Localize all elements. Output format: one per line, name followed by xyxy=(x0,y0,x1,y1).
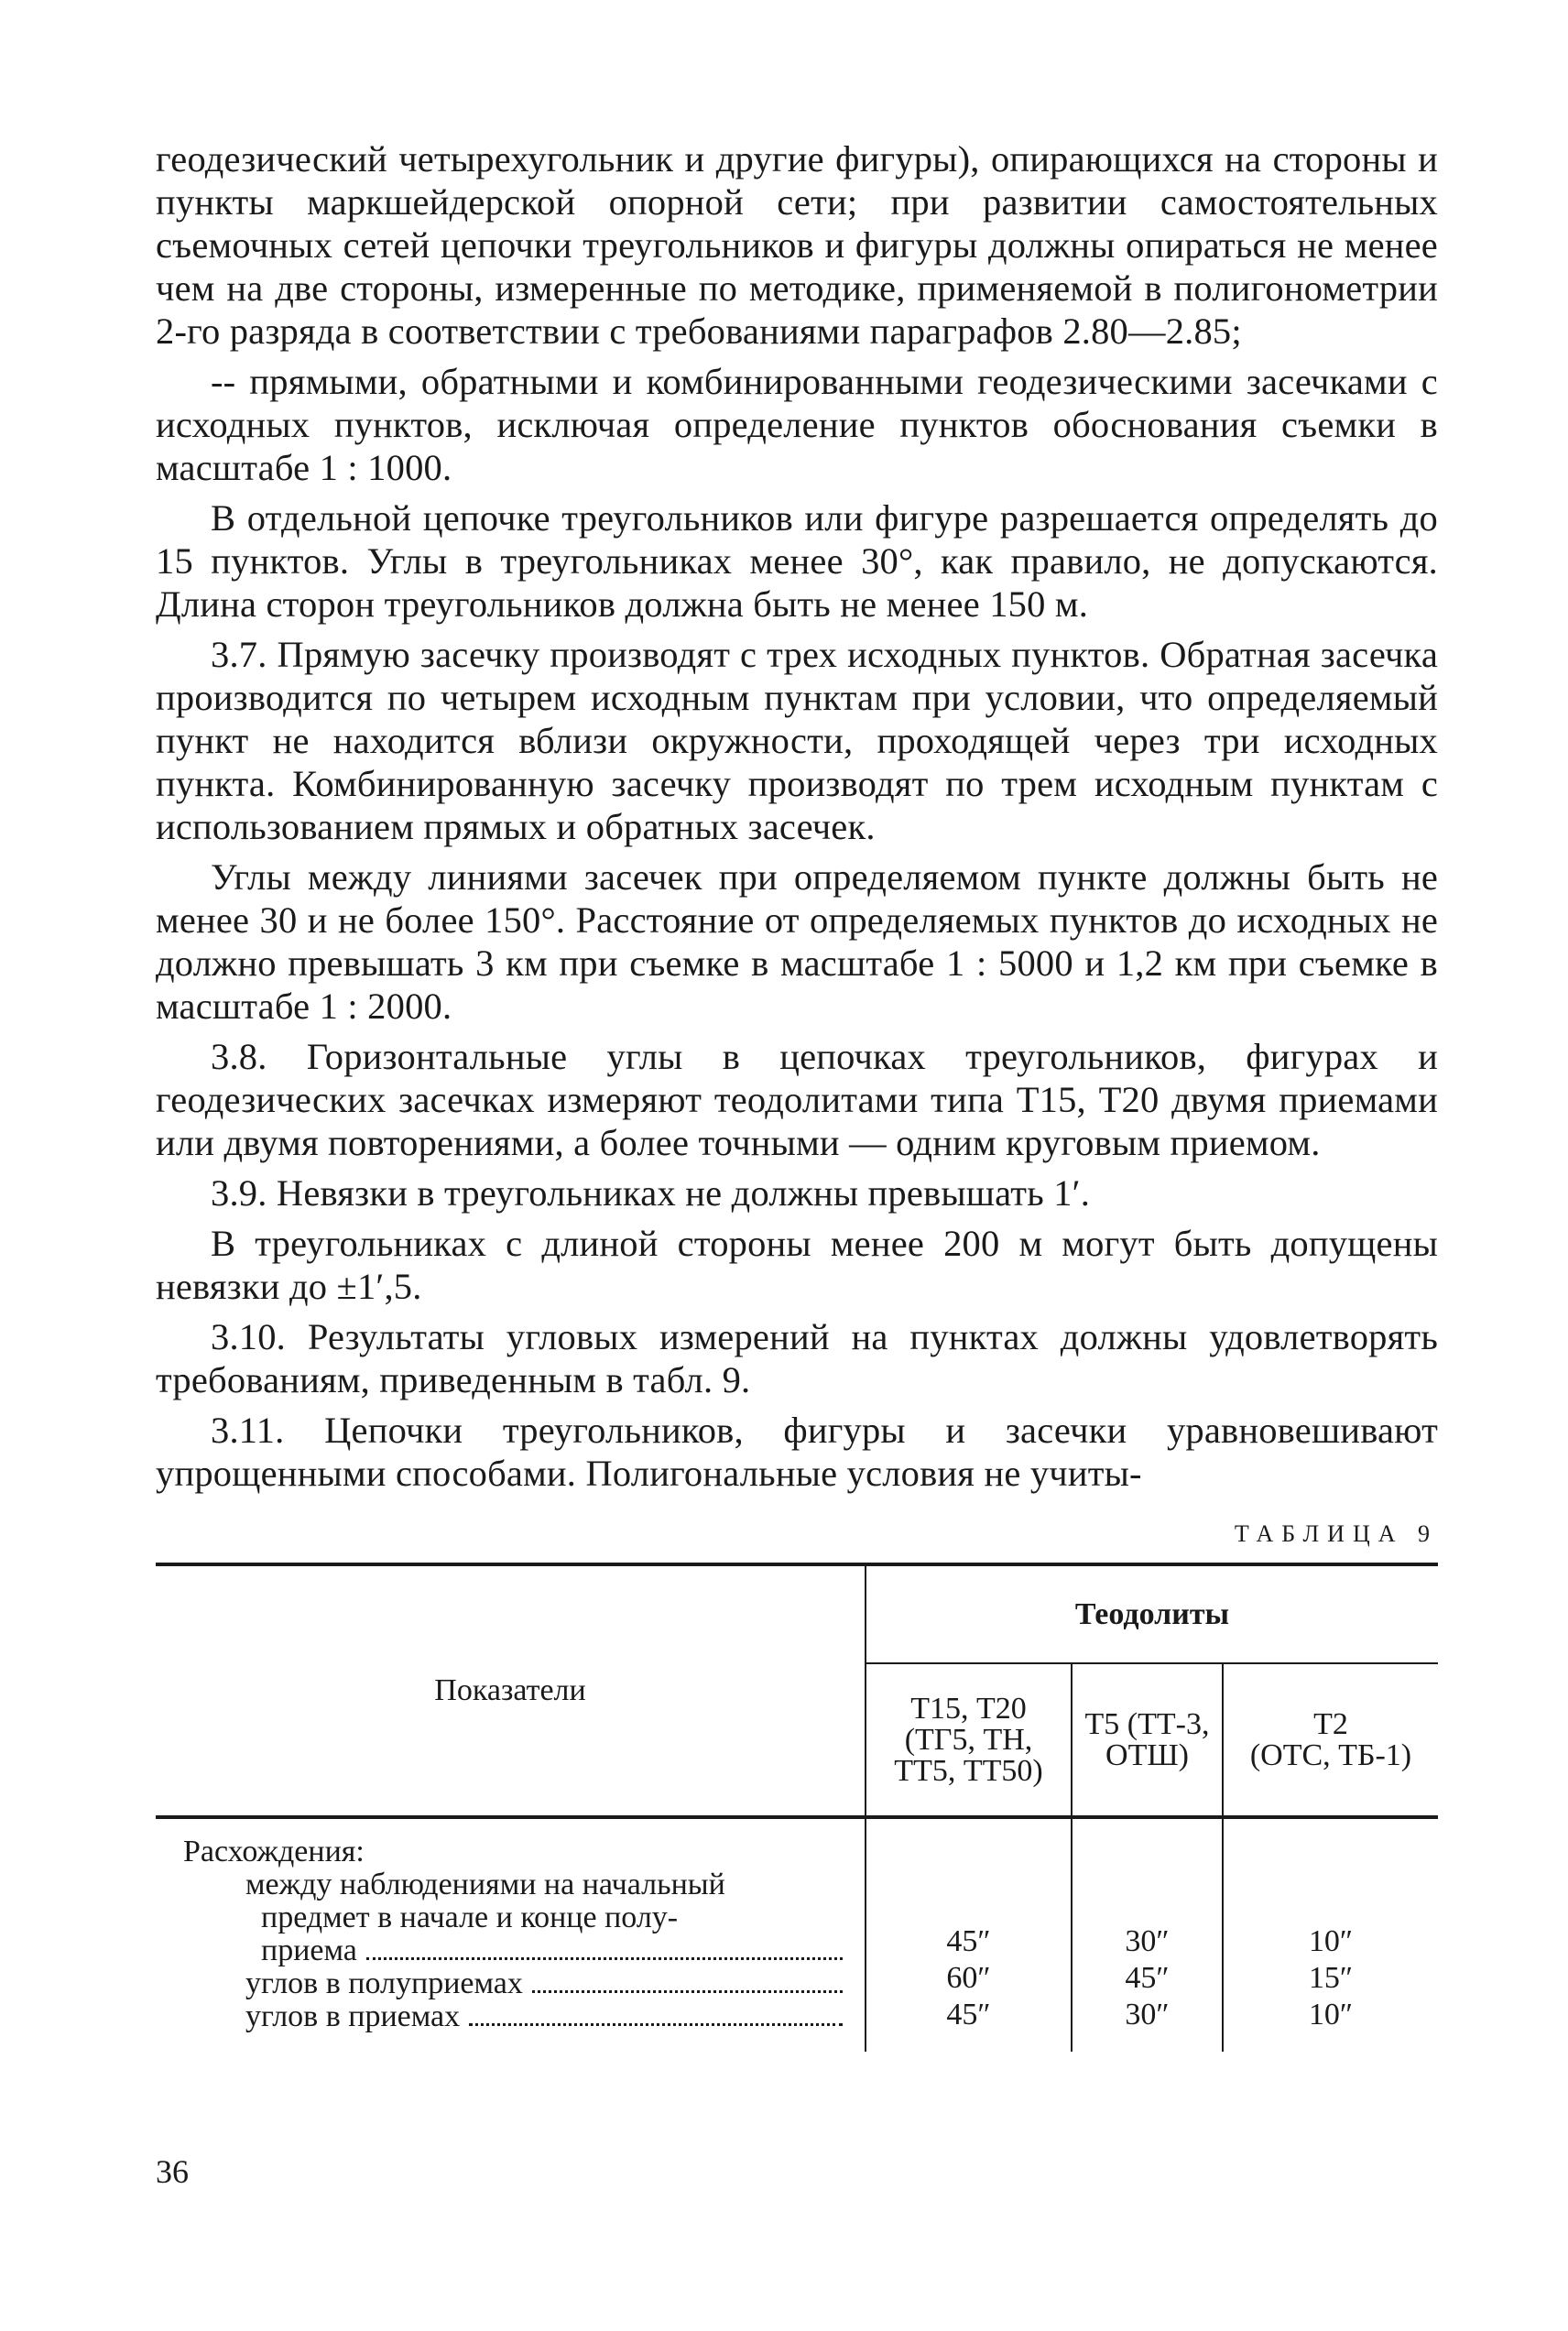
table-row xyxy=(156,1817,1438,2052)
paragraph-8: В треугольниках с длиной стороны менее 200 м могут быть допущены невязки до ±1′,5. xyxy=(156,1223,1438,1307)
section-label: Расхождения: xyxy=(183,1835,365,1868)
theodolites-header: Теодолиты xyxy=(866,1564,1438,1663)
paragraph-3-11: 3.11. Цепочки треугольников, фигуры и засечки уравновешивают упрощенными способами. Полигональные условия не учиты- xyxy=(156,1410,1438,1494)
column-header-t2: Т2 (ОТС, ТБ-1) xyxy=(1223,1663,1438,1817)
column-header-t5: Т5 (ТТ-3, ОТШ) xyxy=(1072,1663,1223,1817)
indicator-header: Показатели xyxy=(156,1564,866,1817)
paragraph-2: -- прямыми, обратными и комбинированными геодезическими засечками с исходных пунктов, исключая определение пунктов обоснования съемки в масштабе 1 : 1000. xyxy=(156,361,1438,488)
table-9 xyxy=(156,1563,1438,2052)
indicator-cell: Расхождения: между наблюдениями на начальный предмет в начале и конце полу- приема углов в полуприемах углов в приемах xyxy=(156,1817,866,2052)
page-number: 36 xyxy=(156,2153,189,2190)
paragraph-3-7: 3.7. Прямую засечку производят с трех исходных пунктов. Обратная засечка производится по четырем исходным пунктам при условии, что определяемый пункт не находится вблизи окружности, проходящей через три исходных пункта. Комбинированную засечку производят по трем исходным пунктам с использованием прямых и обратных засечек. xyxy=(156,634,1438,847)
paragraph-3-8: 3.8. Горизонтальные углы в цепочках треугольников, фигурах и геодезических засечках измеряют теодолитами типа Т15, Т20 двумя приемами или двумя повторениями, а более точными — одним круговым приемом. xyxy=(156,1036,1438,1163)
values-t5: 30″ 45″ 30″ xyxy=(1072,1817,1223,2052)
column-header-t15-t20: Т15, Т20 (ТГ5, ТН, ТТ5, ТТ50) xyxy=(866,1663,1072,1817)
paragraph-1: геодезический четырехугольник и другие фигуры), опирающихся на стороны и пункты маркшейдерской опорной сети; при развитии самостоятельных съемочных сетей цепочки треугольников и фигуры должны опираться не менее чем на две стороны, измеренные по методике, применяемой в полигонометрии 2-го разряда в соответствии с требованиями параграфов 2.80—2.85; xyxy=(156,138,1438,352)
paragraph-3: В отдельной цепочке треугольников или фигуре разрешается определять до 15 пунктов. Углы в треугольниках менее 30°, как правило, не допускаются. Длина сторон треугольников должна быть не менее 150 м. xyxy=(156,497,1438,625)
page-body xyxy=(156,137,1438,2052)
values-t2: 10″ 15″ 10″ xyxy=(1223,1817,1438,2052)
paragraph-3-10: 3.10. Результаты угловых измерений на пунктах должны удовлетворять требованиям, приведенным в табл. 9. xyxy=(156,1316,1438,1400)
table-caption: ТАБЛИЦА 9 xyxy=(1234,1520,1438,1547)
paragraph-5: Углы между линиями засечек при определяемом пункте должны быть не менее 30 и не более 150°. Расстояние от определяемых пунктов до исходных не должно превышать 3 км при съемке в масштабе 1 : 5000 и 1,2 км при съемке в масштабе 1 : 2000. xyxy=(156,856,1438,1027)
values-t15-t20: 45″ 60″ 45″ xyxy=(866,1817,1072,2052)
paragraph-3-9: 3.9. Невязки в треугольниках не должны превышать 1′. xyxy=(211,1172,1091,1214)
